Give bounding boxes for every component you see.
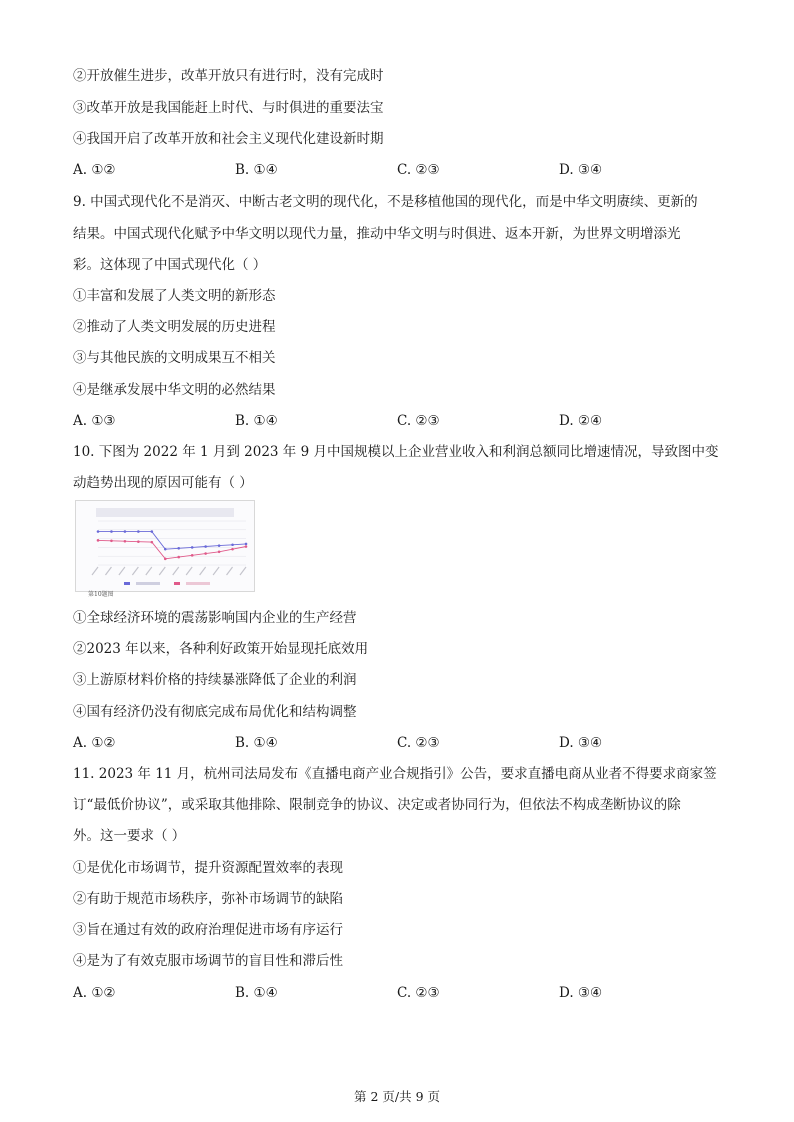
- series-2-point: [245, 545, 248, 548]
- x-tick-label: [146, 567, 152, 575]
- series-1-point: [124, 530, 127, 533]
- option-d: D. ③④: [559, 985, 603, 1001]
- figure-caption: 第10题图: [88, 591, 114, 598]
- prev-options: [73, 160, 733, 180]
- x-tick-label: [159, 567, 165, 575]
- prev-statement-2: ②开放催生进步，改革开放只有进行时，没有完成时: [73, 68, 384, 84]
- q9-statement-4: ④是继承发展中华文明的必然结果: [73, 382, 276, 398]
- option-b: B. ①④: [235, 735, 278, 751]
- series-2-point: [97, 539, 100, 542]
- option-d: D. ②④: [559, 413, 603, 429]
- series-2-point: [204, 552, 207, 555]
- q9-stem-line-2: 结果。中国式现代化赋予中华文明以现代力量，推动中华文明与时俱进、返本开新，为世界文明增添光: [73, 226, 681, 242]
- series-2-point: [137, 540, 140, 543]
- option-a: A. ①②: [73, 985, 116, 1001]
- option-d: D. ③④: [559, 735, 603, 751]
- x-tick-label: [213, 567, 219, 575]
- series-1-point: [97, 530, 100, 533]
- series-1-line: [98, 532, 246, 550]
- series-1-point: [218, 544, 221, 547]
- q9-statement-2: ②推动了人类文明发展的历史进程: [73, 319, 276, 335]
- x-tick-label: [240, 567, 246, 575]
- q9-statement-1: ①丰富和发展了人类文明的新形态: [73, 288, 276, 304]
- q11-statement-4: ④是为了有效克服市场调节的盲目性和滞后性: [73, 953, 343, 969]
- x-tick-label: [92, 567, 98, 575]
- q10-stem-line-2: 动趋势出现的原因可能有（ ）: [73, 475, 253, 491]
- option-c: C. ②③: [397, 735, 440, 751]
- series-2-point: [231, 548, 234, 551]
- prev-statement-4: ④我国开启了改革开放和社会主义现代化建设新时期: [73, 131, 384, 147]
- option-a: A. ①②: [73, 735, 116, 751]
- x-tick-label: [105, 567, 111, 575]
- option-a: A. ①②: [73, 162, 116, 178]
- q10-figure: [75, 500, 255, 592]
- x-tick-label: [132, 567, 138, 575]
- q11-stem-line-3: 外。这一要求（ ）: [73, 828, 186, 844]
- q11-statement-2: ②有助于规范市场秩序，弥补市场调节的缺陷: [73, 891, 343, 907]
- q10-options: [73, 733, 733, 753]
- option-a: A. ①③: [73, 413, 116, 429]
- q11-stem-line-2: 订“最低价协议”，或采取其他排除、限制竞争的协议、决定或者协同行为，但依法不构成垄断协议的除: [73, 797, 681, 813]
- series-2-point: [164, 558, 167, 561]
- series-2-point: [110, 540, 113, 543]
- q11-statement-3: ③旨在通过有效的政府治理促进市场有序运行: [73, 922, 343, 938]
- chart-title-bar: [96, 508, 234, 517]
- q9-options: [73, 411, 733, 431]
- q10-statement-2: ②2023 年以来，各种利好政策开始显现托底效用: [73, 641, 369, 657]
- series-2-point: [177, 556, 180, 559]
- series-2-point: [151, 541, 154, 544]
- option-b: B. ①④: [235, 162, 278, 178]
- option-b: B. ①④: [235, 413, 278, 429]
- series-1-point: [191, 546, 194, 549]
- q9-stem-line-1: 9. 中国式现代化不是消灭、中断古老文明的现代化，不是移植他国的现代化，而是中华文明赓续、更新的: [73, 194, 698, 210]
- series-2-point: [124, 540, 127, 543]
- x-tick-label: [186, 567, 192, 575]
- legend-swatch-series1: [124, 582, 130, 585]
- option-c: C. ②③: [397, 413, 440, 429]
- series-1-point: [151, 530, 154, 533]
- page-footer: 第 2 页/共 9 页: [353, 1089, 440, 1104]
- q10-stem-line-1: 10. 下图为 2022 年 1 月到 2023 年 9 月中国规模以上企业营业收入和利润总额同比增速情况，导致图中变: [73, 444, 719, 460]
- x-tick-label: [173, 567, 179, 575]
- legend-label-series1: [136, 582, 160, 585]
- x-tick-label: [119, 567, 125, 575]
- series-1-point: [245, 543, 248, 546]
- series-1-point: [177, 547, 180, 550]
- legend-label-series2: [186, 582, 210, 585]
- q11-options: [73, 983, 733, 1003]
- q10-statement-1: ①全球经济环境的震荡影响国内企业的生产经营: [73, 610, 357, 626]
- option-c: C. ②③: [397, 162, 440, 178]
- q10-line-chart: [76, 501, 254, 591]
- prev-statement-3: ③改革开放是我国能赶上时代、与时俱进的重要法宝: [73, 100, 384, 116]
- q10-statement-4: ④国有经济仍没有彻底完成布局优化和结构调整: [73, 704, 357, 720]
- series-1-point: [231, 543, 234, 546]
- q11-stem-line-1: 11. 2023 年 11 月，杭州司法局发布《直播电商产业合规指引》公告，要求直播电商从业者不得要求商家签: [73, 766, 717, 782]
- q11-statement-1: ①是优化市场调节，提升资源配置效率的表现: [73, 860, 343, 876]
- q9-stem-line-3: 彩。这体现了中国式现代化（ ）: [73, 257, 267, 273]
- series-1-point: [110, 530, 113, 533]
- series-2-point: [218, 551, 221, 554]
- x-tick-label: [200, 567, 206, 575]
- option-b: B. ①④: [235, 985, 278, 1001]
- q10-statement-3: ③上游原材料价格的持续暴涨降低了企业的利润: [73, 672, 357, 688]
- legend-swatch-series2: [174, 582, 180, 585]
- series-2-point: [191, 554, 194, 557]
- q9-statement-3: ③与其他民族的文明成果互不相关: [73, 350, 276, 366]
- series-1-point: [204, 545, 207, 548]
- option-d: D. ③④: [559, 162, 603, 178]
- series-1-point: [164, 548, 167, 551]
- option-c: C. ②③: [397, 985, 440, 1001]
- x-tick-label: [227, 567, 233, 575]
- series-1-point: [137, 530, 140, 533]
